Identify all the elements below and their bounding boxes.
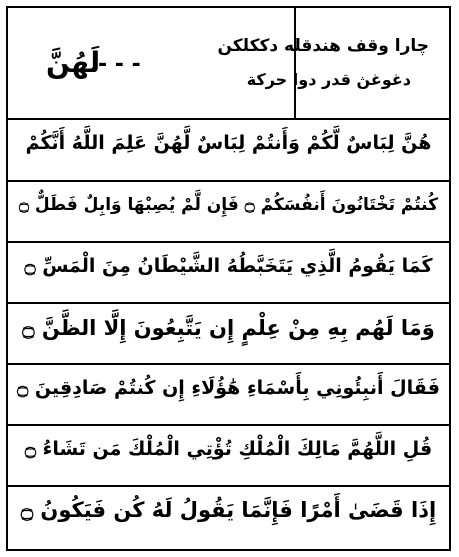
verse-row-3: كَمَا يَقُومُ الَّذِي يَتَخَبَّطُهُ الشَّيْطَانُ مِنَ الْمَسِّ ۝ — [24, 255, 433, 277]
row-divider — [8, 241, 449, 243]
row-divider — [8, 180, 449, 182]
row-divider — [8, 485, 449, 487]
verse-table — [6, 6, 451, 551]
header-example-word: لَهُنَّ — [46, 46, 101, 79]
header-example-dashes: - - - — [98, 52, 141, 77]
verse-row-4: وَمَا لَهُم بِهِ مِنْ عِلْمٍ إِن يَتَّبِعُونَ إِلَّا الظَّنَّ ۝ — [22, 316, 435, 340]
verse-row-2: كُنتُمْ تَخْتَانُونَ أَنفُسَكُمْ ۝ فَإِن لَّمْ يُصِبْهَا وَابِلٌ فَطَلٌّ ۝ — [18, 195, 438, 215]
header-description-line1: چارا وقف هندقله دککلکن — [217, 36, 429, 56]
row-divider — [8, 118, 449, 120]
header-description-line2: دغوغڽ قدر دوا حرکة — [246, 70, 411, 89]
verse-row-5: فَقَالَ أَنبِئُونِي بِأَسْمَاءِ هَٰؤُلَاءِ إِن كُنتُمْ صَادِقِينَ ۝ — [17, 377, 440, 399]
verse-row-7: إِذَا قَضَىٰ أَمْرًا فَإِنَّمَا يَقُولُ لَهُ كُن فَيَكُونُ ۝ — [20, 498, 437, 522]
row-divider — [8, 424, 449, 426]
row-divider — [8, 302, 449, 304]
verse-row-1: هُنَّ لِبَاسٌ لَّكُمْ وَأَنتُمْ لِبَاسٌ لَّهُنَّ عَلِمَ اللَّهُ أَنَّكُمْ — [25, 132, 432, 154]
row-divider — [8, 363, 449, 365]
verse-row-6: قُلِ اللَّهُمَّ مَالِكَ الْمُلْكِ تُؤْتِي الْمُلْكَ مَن تَشَاءُ ۝ — [24, 438, 433, 460]
header-divider — [294, 8, 296, 120]
